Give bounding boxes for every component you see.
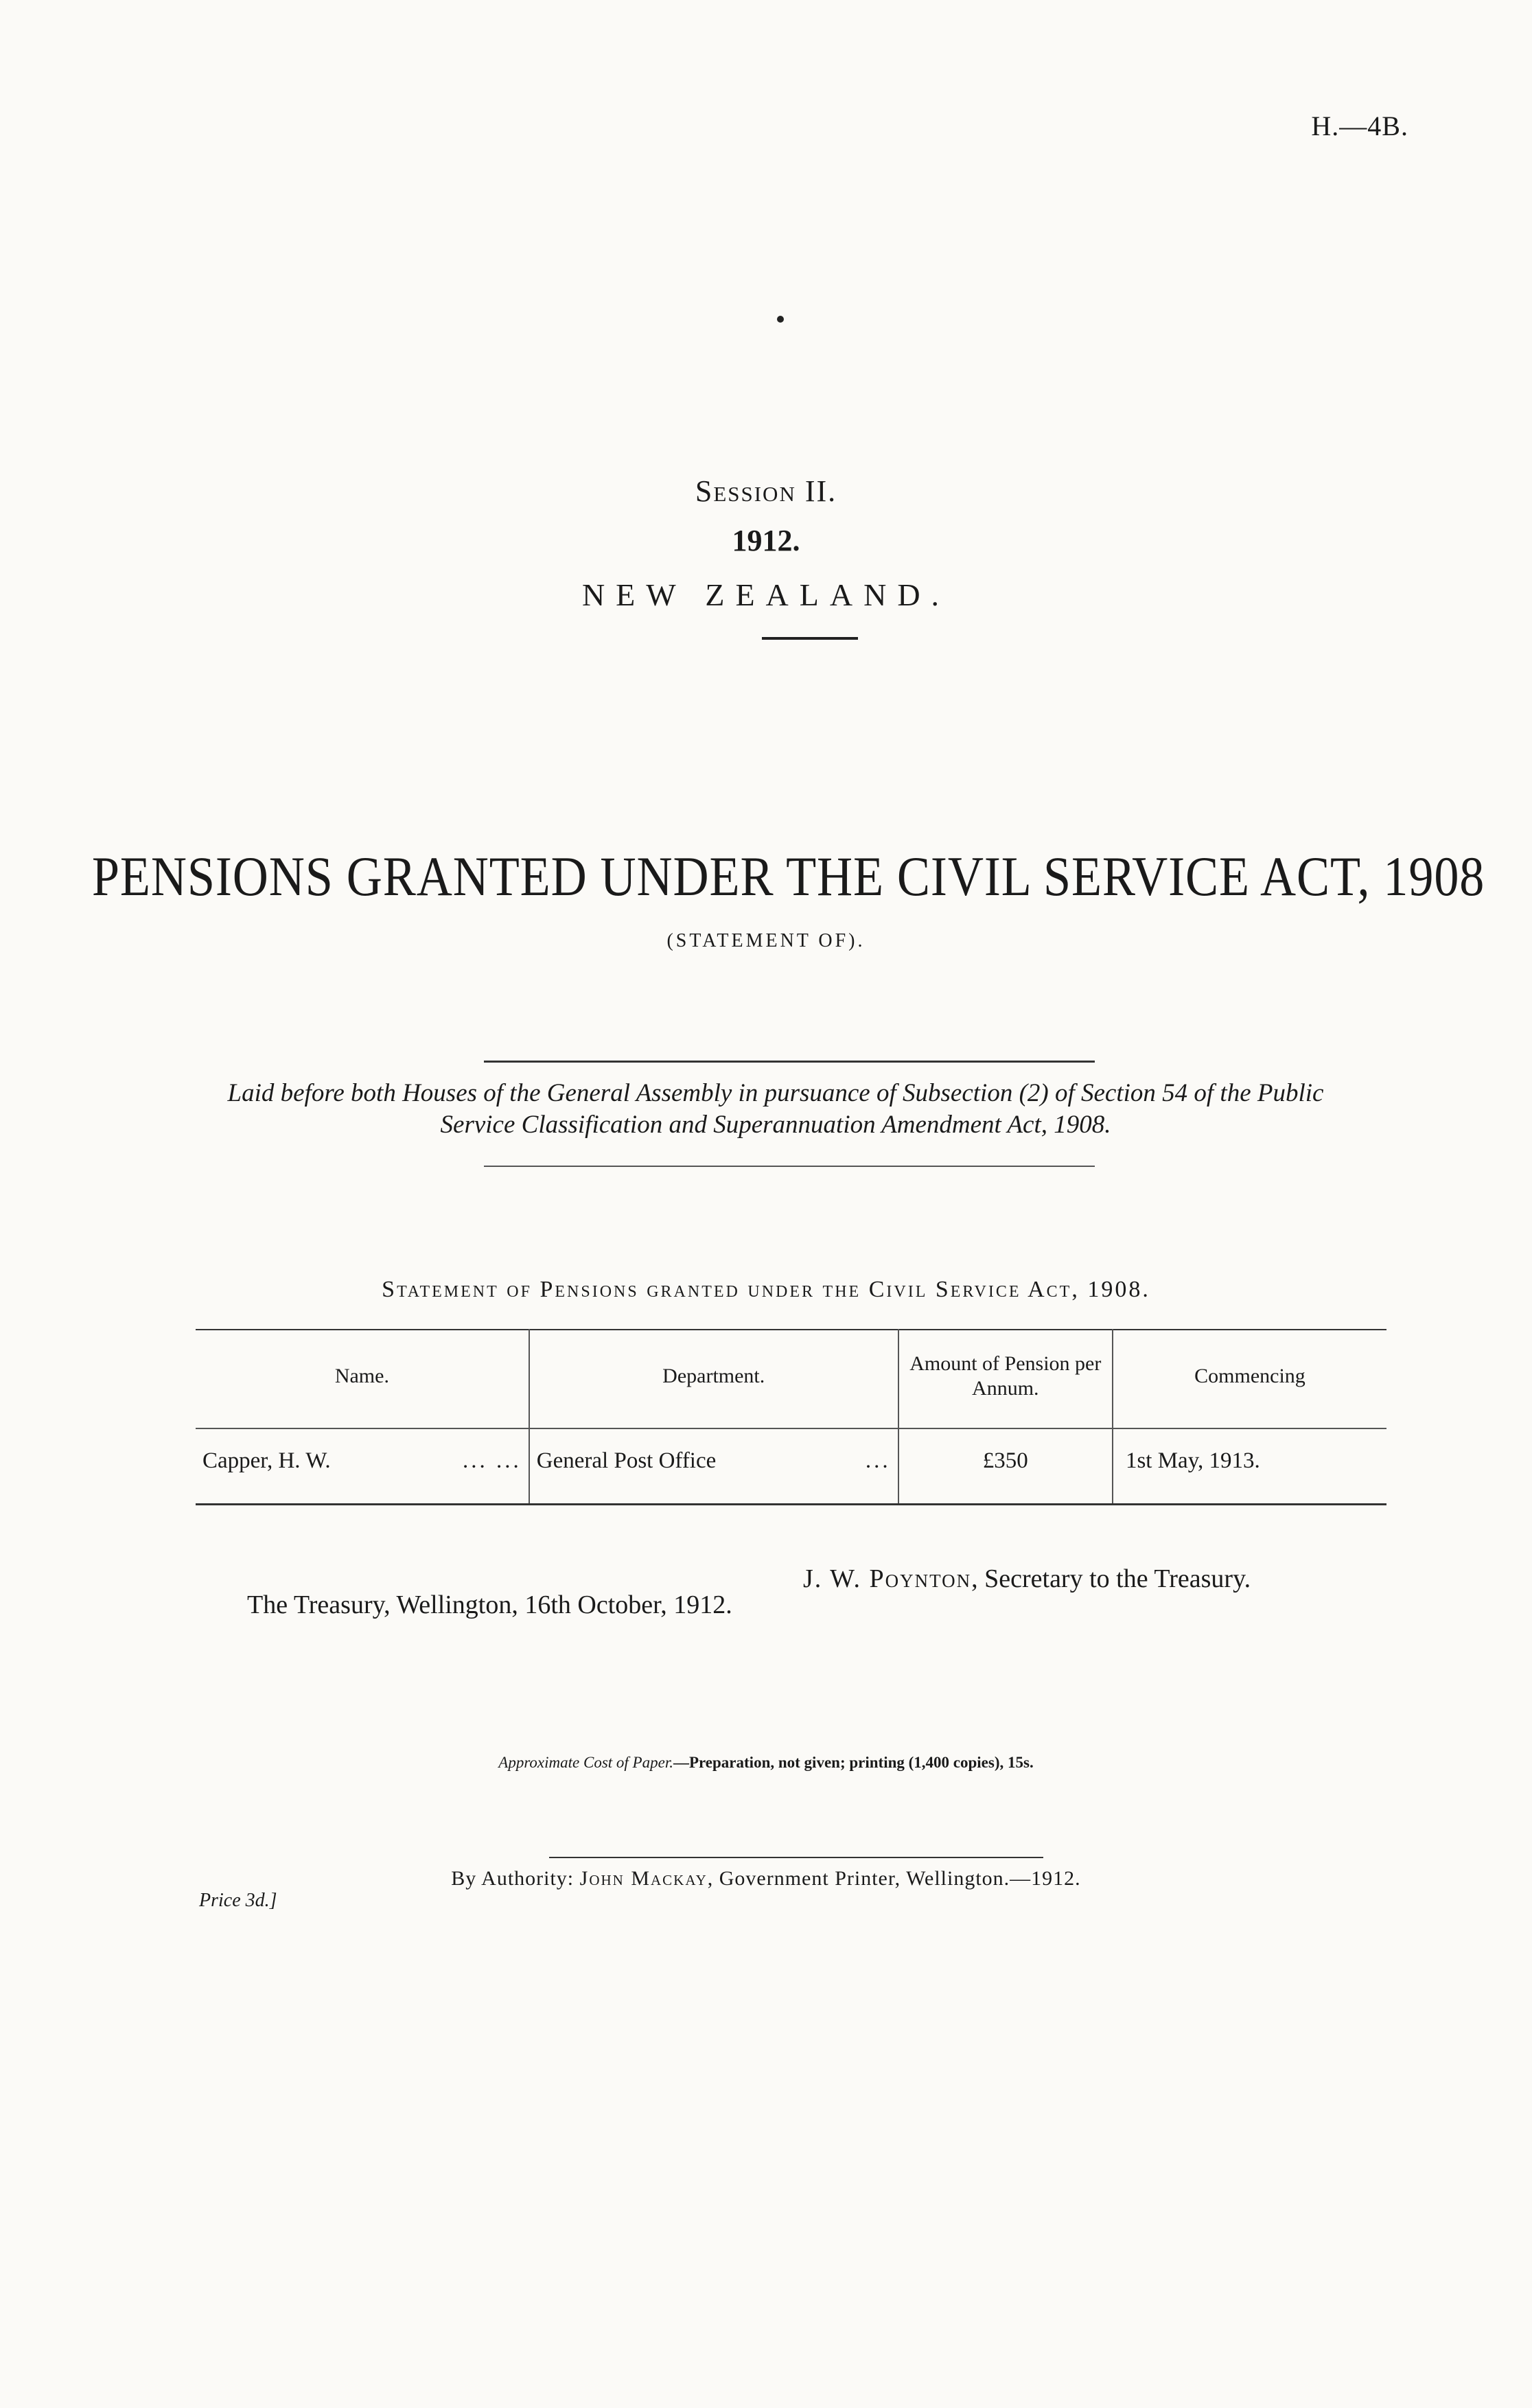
document-reference: H.—4B. (1311, 111, 1408, 141)
statement-heading: Statement of Pensions granted under the Civil Service Act, 1908. (382, 1277, 1150, 1302)
pensioner-name: Capper, H. W. (202, 1448, 331, 1473)
column-header-amount: Amount of Pension per Annum. (898, 1330, 1113, 1428)
table-row (196, 1428, 1386, 1505)
printer-imprint (0, 1867, 1532, 1890)
session-year: 1912. (732, 524, 800, 557)
place-and-date: The Treasury, Wellington, 16th October, 1912. (247, 1590, 732, 1619)
cell-commencing: 1st May, 1913. (1113, 1428, 1386, 1505)
divider (484, 1061, 1095, 1063)
price-note: Price 3d.] (199, 1890, 277, 1911)
pensions-table (196, 1329, 1386, 1505)
country-name: NEW ZEALAND. (581, 577, 951, 612)
leader-dots: ... ... (463, 1448, 522, 1473)
column-header-department: Department. (529, 1330, 898, 1428)
signatory-title: , Secretary to the Treasury. (971, 1564, 1251, 1593)
document-subtitle: (STATEMENT OF). (666, 930, 866, 951)
cell-name (196, 1428, 529, 1505)
laid-before-note: Laid before both Houses of the General Assembly in pursuance of Subsection (2) of Section 54 of the Public Service Classification and Superannuation Amendment Act, 1908. (227, 1079, 1324, 1139)
cell-amount: £350 (898, 1428, 1113, 1505)
session-label: Session II. (695, 474, 837, 508)
cost-label: Approximate Cost of Paper. (498, 1754, 673, 1771)
divider (762, 637, 858, 640)
divider (484, 1166, 1095, 1167)
cell-department (529, 1428, 898, 1505)
department-name: General Post Office (536, 1448, 717, 1473)
signatory-name: J. W. Poynton (803, 1564, 972, 1593)
leader-dots: ... (865, 1448, 891, 1473)
printer-name: John Mackay (579, 1867, 708, 1890)
cost-text: —Preparation, not given; printing (1,400 copies), 15s. (673, 1754, 1034, 1771)
printer-suffix: , Government Printer, Wellington.—1912. (707, 1867, 1081, 1890)
divider (549, 1857, 1043, 1858)
table-header-row (196, 1330, 1386, 1428)
cost-note (0, 1754, 1532, 1772)
signatory-line (803, 1564, 1251, 1594)
ink-speck (777, 316, 784, 323)
printer-prefix: By Authority: (451, 1867, 580, 1890)
column-header-name: Name. (334, 1365, 389, 1387)
document-title: PENSIONS GRANTED UNDER THE CIVIL SERVICE ACT, 1908 (91, 845, 1485, 907)
column-header-commencing: Commencing (1113, 1330, 1386, 1428)
